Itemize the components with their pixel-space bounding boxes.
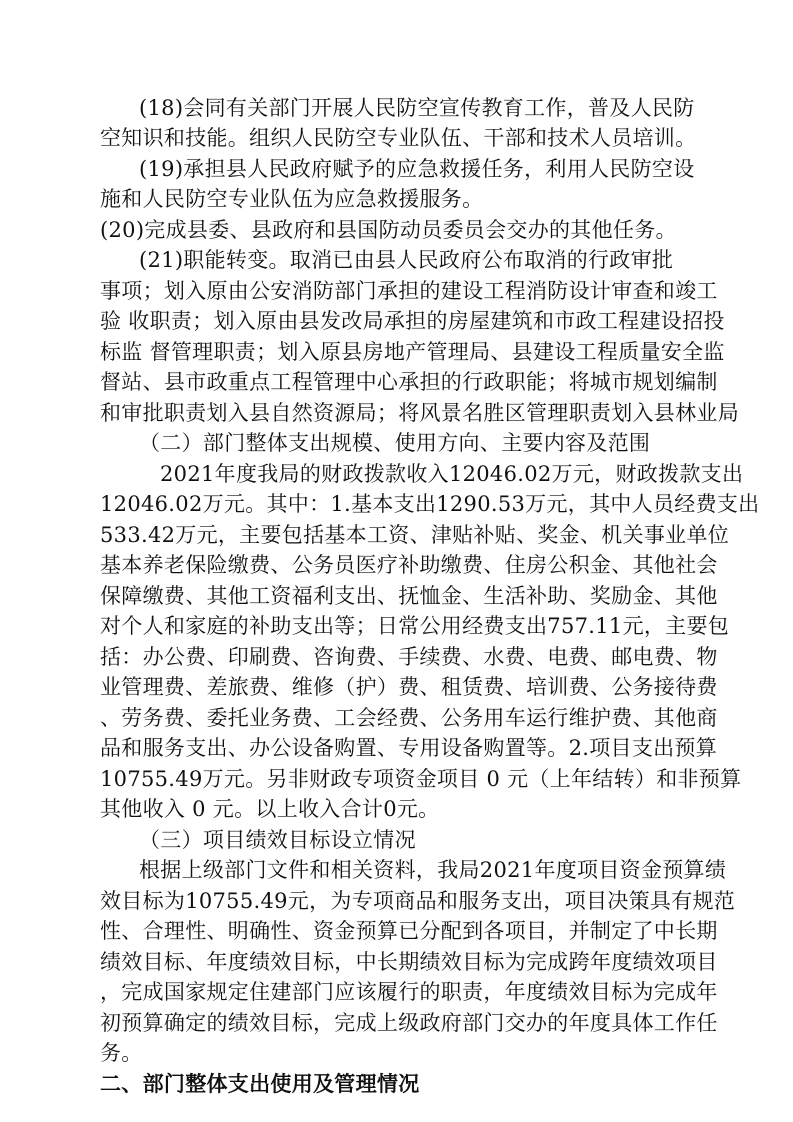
- text-line: 根据上级部门文件和相关资料，我局2021年度项目资金预算绩: [139, 858, 727, 882]
- text-line: 性、合理性、明确性、资金预算已分配到各项目，并制定了中长期: [100, 919, 718, 943]
- section-heading: （二）部门整体支出规模、使用方向、主要内容及范围: [139, 431, 651, 455]
- text-line: 标监 督管理职责；划入原县房地产管理局、县建设工程质量安全监: [100, 340, 725, 364]
- text-line: 533.42万元，主要包括基本工资、津贴补贴、奖金、机关事业单位: [100, 523, 730, 547]
- text-line: (21)职能转变。取消已由县人民政府公布取消的行政审批: [139, 248, 674, 272]
- text-line: 务。: [100, 1041, 143, 1065]
- text-line: 施和人民防空专业队伍为应急救援服务。: [100, 187, 484, 211]
- text-line: 验 收职责；划入原由县发改局承担的房屋建筑和市政工程建设招投: [100, 309, 725, 333]
- text-line: 、劳务费、委托业务费、工会经费、公务用车运行维护费、其他商: [100, 706, 718, 730]
- text-line: (19)承担县人民政府赋予的应急救援任务，利用人民防空设: [139, 157, 695, 181]
- text-line: 12046.02万元。其中：1.基本支出1290.53万元，其中人员经费支出: [100, 492, 760, 516]
- text-line: 10755.49万元。另非财政专项资金项目 0 元（上年结转）和非预算: [100, 767, 742, 791]
- text-line: 业管理费、差旅费、维修（护）费、租赁费、培训费、公务接待费: [100, 675, 718, 699]
- text-line: (18)会同有关部门开展人民防空宣传教育工作，普及人民防: [139, 96, 695, 120]
- text-line: 效目标为10755.49元，为专项商品和服务支出，项目决策具有规范: [100, 889, 736, 913]
- section-heading: （三）项目绩效目标设立情况: [139, 828, 416, 852]
- text-line: 品和服务支出、办公设备购置、专用设备购置等。2.项目支出预算: [100, 736, 718, 760]
- text-line: 绩效目标、年度绩效目标，中长期绩效目标为完成跨年度绩效项目: [100, 950, 718, 974]
- text-line: ，完成国家规定住建部门应该履行的职责，年度绩效目标为完成年: [100, 980, 718, 1004]
- text-line: 事项；划入原由公安消防部门承担的建设工程消防设计审查和竣工: [100, 279, 718, 303]
- chapter-heading: 二、部门整体支出使用及管理情况: [100, 1072, 420, 1096]
- text-line: 基本养老保险缴费、公务员医疗补助缴费、住房公积金、其他社会: [100, 553, 718, 577]
- text-line: 空知识和技能。组织人民防空专业队伍、干部和技术人员培训。: [100, 126, 697, 150]
- text-line: 初预算确定的绩效目标，完成上级政府部门交办的年度具体工作任: [100, 1011, 718, 1035]
- text-line: 对个人和家庭的补助支出等；日常公用经费支出757.11元，主要包: [100, 614, 730, 638]
- text-line: 督站、县市政重点工程管理中心承担的行政职能；将城市规划编制: [100, 370, 718, 394]
- text-line: 保障缴费、其他工资福利支出、抚恤金、生活补助、奖励金、其他: [100, 584, 718, 608]
- text-line: 括：办公费、印刷费、咨询费、手续费、水费、电费、邮电费、物: [100, 645, 718, 669]
- text-line: 2021年度我局的财政拨款收入12046.02万元，财政拨款支出: [160, 462, 744, 486]
- text-line: 其他收入 0 元。以上收入合计0元。: [100, 797, 440, 821]
- text-line: 和审批职责划入县自然资源局；将风景名胜区管理职责划入县林业局: [100, 401, 739, 425]
- text-line: (20)完成县委、县政府和县国防动员委员会交办的其他任务。: [100, 218, 677, 242]
